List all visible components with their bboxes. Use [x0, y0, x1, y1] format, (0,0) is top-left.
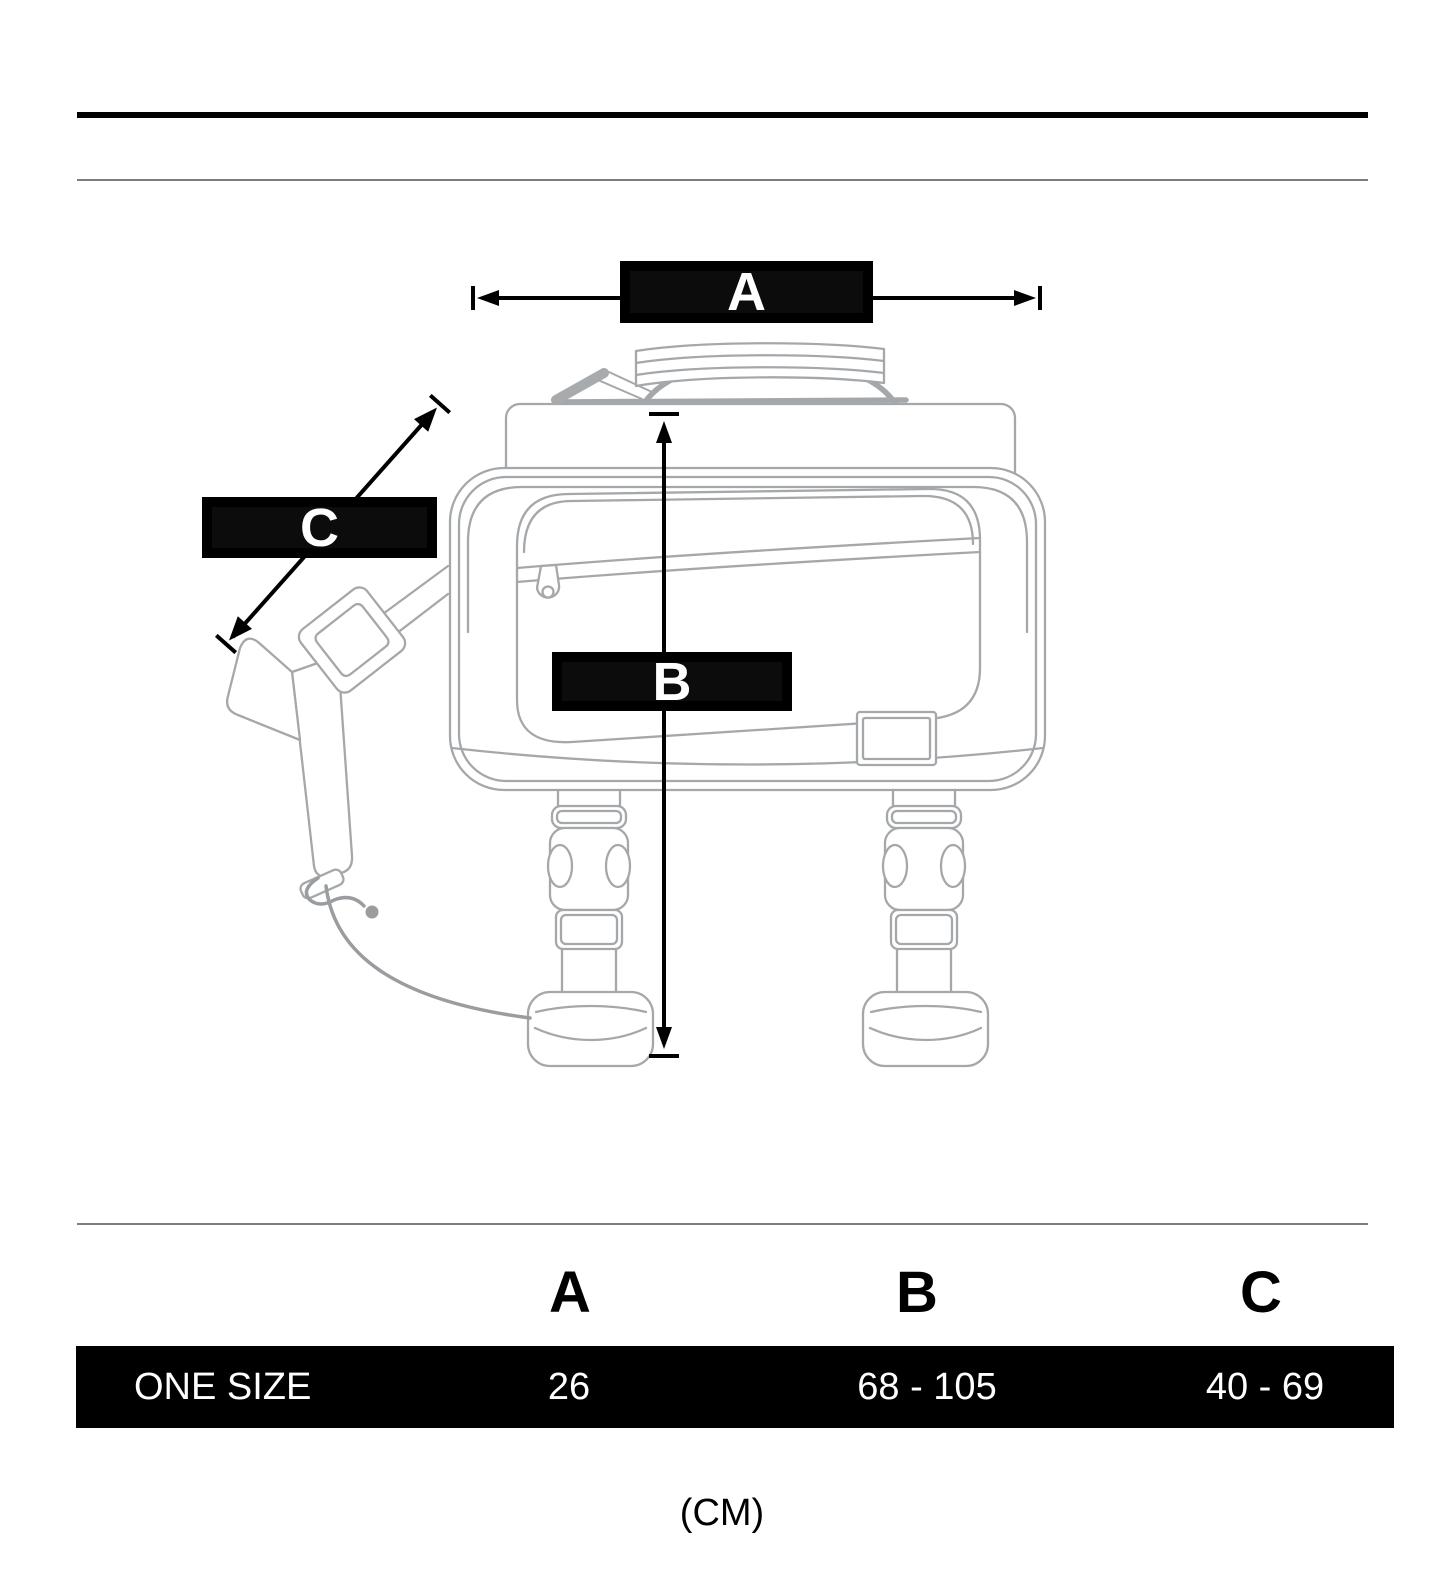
header-b-text: B: [896, 1259, 938, 1325]
header-c-text: C: [1240, 1259, 1282, 1325]
right-buckle-strap: [863, 790, 988, 1066]
measure-label-a-text: A: [727, 262, 766, 322]
size-value-b: [847, 1346, 1007, 1428]
size-table-header-c: [1181, 1258, 1341, 1326]
size-value-a-text: 26: [547, 1365, 591, 1408]
measure-label-b-text: B: [652, 651, 692, 712]
header-a-text: A: [549, 1259, 591, 1325]
measure-label-b: [552, 652, 792, 711]
measure-label-c-text: C: [300, 497, 339, 558]
brand-label: [857, 712, 936, 765]
size-table-header-a: [490, 1258, 650, 1326]
size-table-row: [76, 1346, 1394, 1428]
unit-note: [597, 1492, 847, 1535]
shoulder-strap: [227, 566, 448, 900]
measure-label-a: [620, 261, 873, 323]
drawcord: [306, 878, 530, 1018]
size-table-header-b: [837, 1258, 997, 1326]
unit-note-text: (CM): [679, 1492, 765, 1534]
size-value-b-text: 68 - 105: [857, 1365, 997, 1408]
size-value-c-text: 40 - 69: [1205, 1365, 1325, 1408]
size-value-a: [489, 1346, 649, 1428]
size-row-label: [134, 1346, 311, 1428]
left-buckle-strap: [528, 790, 653, 1066]
size-value-c: [1185, 1346, 1345, 1428]
table-top-rule: [77, 1223, 1368, 1225]
size-row-label-text: ONE SIZE: [134, 1365, 312, 1408]
measure-label-c: [202, 497, 437, 558]
handle-wrap: [636, 343, 884, 386]
